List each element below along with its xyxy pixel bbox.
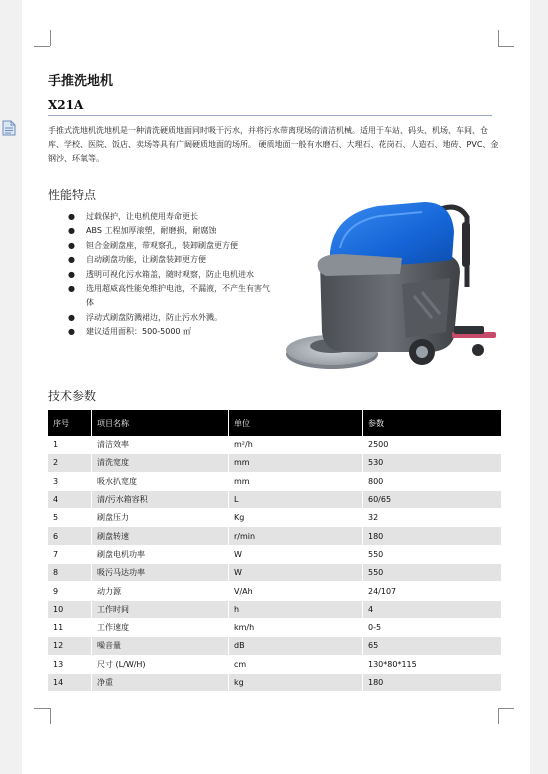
table-cell: 800 <box>363 472 502 490</box>
document-title: 手推洗地机 <box>48 74 114 89</box>
list-item: ● 自动刷盘功能，让刷盘装卸更方便 <box>66 253 276 267</box>
table-cell: V/Ah <box>229 582 363 600</box>
table-cell: 吸水扒宽度 <box>92 472 229 490</box>
column-header: 项目名称 <box>92 410 229 436</box>
bullet-icon: ● <box>68 327 75 337</box>
spec-table <box>48 410 502 692</box>
crop-mark <box>50 708 51 724</box>
table-cell: 3 <box>48 472 92 490</box>
table-header-row <box>48 410 502 436</box>
table-row <box>48 564 502 582</box>
table-row <box>48 472 502 490</box>
table-cell: 工作时间 <box>92 600 229 618</box>
table-cell: 14 <box>48 673 92 691</box>
table-cell: 65 <box>363 637 502 655</box>
model-number: X21A <box>48 98 84 112</box>
table-cell: 32 <box>363 509 502 527</box>
list-item: ● 选用超威高性能免维护电池，不漏液，不产生有害气体 <box>68 284 270 308</box>
table-cell: 180 <box>363 527 502 545</box>
column-header: 单位 <box>229 410 363 436</box>
table-row <box>48 545 502 563</box>
crop-mark <box>498 708 499 724</box>
table-row <box>48 600 502 618</box>
table-cell: 130*80*115 <box>363 655 502 673</box>
table-cell: 工作速度 <box>92 618 229 636</box>
table-cell: 12 <box>48 637 92 655</box>
column-header: 序号 <box>48 410 92 436</box>
document-icon[interactable] <box>2 120 16 136</box>
table-cell: 刷盘压力 <box>92 509 229 527</box>
table-cell: h <box>229 600 363 618</box>
table-row <box>48 527 502 545</box>
table-cell: 5 <box>48 509 92 527</box>
table-cell: 4 <box>363 600 502 618</box>
table-cell: kg <box>229 673 363 691</box>
table-cell: 刷盘电机功率 <box>92 545 229 563</box>
table-cell: 60/65 <box>363 490 502 508</box>
crop-mark <box>50 30 51 46</box>
table-cell: cm <box>229 655 363 673</box>
table-cell: L <box>229 490 363 508</box>
table-cell: 6 <box>48 527 92 545</box>
table-cell: 吸污马达功率 <box>92 564 229 582</box>
table-cell: 尺寸 (L/W/H) <box>92 655 229 673</box>
column-header: 参数 <box>363 410 502 436</box>
table-cell: 清洁效率 <box>92 436 229 454</box>
bullet-icon: ● <box>68 284 75 294</box>
bullet-icon: ● <box>68 255 75 265</box>
table-cell: 刷盘转速 <box>92 527 229 545</box>
list-item: ● 建议适用面积：500-5000 ㎡ <box>66 325 276 339</box>
table-cell: 8 <box>48 564 92 582</box>
table-cell: 动力源 <box>92 582 229 600</box>
list-item: ● 透明可视化污水箱盖，随时观察，防止电机进水 <box>66 268 276 282</box>
table-cell: 180 <box>363 673 502 691</box>
crop-mark <box>34 46 50 47</box>
table-row <box>48 673 502 691</box>
table-row <box>48 490 502 508</box>
features-list <box>66 210 276 340</box>
table-cell: 2 <box>48 454 92 472</box>
floor-scrubber-image <box>282 192 502 372</box>
list-item: ● 钽合金刷盘座，带观察孔，装卸刷盘更方便 <box>66 239 276 253</box>
table-cell: 7 <box>48 545 92 563</box>
table-cell: Kg <box>229 509 363 527</box>
table-cell: 530 <box>363 454 502 472</box>
crop-mark <box>498 46 514 47</box>
table-row <box>48 637 502 655</box>
table-cell: 2500 <box>363 436 502 454</box>
table-row <box>48 436 502 454</box>
table-cell: r/min <box>229 527 363 545</box>
spec-table-body <box>48 436 502 692</box>
table-cell: 13 <box>48 655 92 673</box>
bullet-icon: ● <box>68 226 75 236</box>
table-cell: 9 <box>48 582 92 600</box>
table-row <box>48 582 502 600</box>
table-cell: 550 <box>363 545 502 563</box>
bullet-icon: ● <box>68 312 75 322</box>
table-row <box>48 618 502 636</box>
table-row <box>48 454 502 472</box>
table-cell: 11 <box>48 618 92 636</box>
table-cell: km/h <box>229 618 363 636</box>
crop-mark <box>498 708 514 709</box>
table-cell: 0-5 <box>363 618 502 636</box>
table-cell: 噪音量 <box>92 637 229 655</box>
table-cell: 4 <box>48 490 92 508</box>
table-cell: 清/污水箱容积 <box>92 490 229 508</box>
table-cell: mm <box>229 454 363 472</box>
crop-mark <box>34 708 50 709</box>
list-item: ● 过载保护，让电机使用寿命更长 <box>66 210 276 224</box>
bullet-icon: ● <box>68 240 75 250</box>
table-cell: W <box>229 564 363 582</box>
table-row <box>48 655 502 673</box>
bullet-icon: ● <box>68 212 75 221</box>
table-cell: 10 <box>48 600 92 618</box>
table-row <box>48 509 502 527</box>
table-cell: 550 <box>363 564 502 582</box>
bullet-icon: ● <box>68 269 75 279</box>
intro-paragraph: 手推式洗地机洗地机是一种清洗硬质地面同时吸干污水，并将污水带离现场的清洁机械。适用于车站、码头、机场、车间、仓库、学校、医院、饭店、卖场等具有广阔硬质地面的场所。 硬质地面一般有水磨石、大理石、花岗石、人造石、地砖、PVC、金钢沙、环氧等。 <box>48 126 499 163</box>
specs-heading: 技术参数 <box>48 389 97 403</box>
table-cell: m²/h <box>229 436 363 454</box>
table-cell: 1 <box>48 436 92 454</box>
table-cell: W <box>229 545 363 563</box>
crop-mark <box>498 30 499 46</box>
features-heading: 性能特点 <box>48 188 97 202</box>
table-cell: 24/107 <box>363 582 502 600</box>
table-cell: 清洗宽度 <box>92 454 229 472</box>
table-cell: mm <box>229 472 363 490</box>
table-cell: 净重 <box>92 673 229 691</box>
heading-underline <box>48 115 492 116</box>
table-cell: dB <box>229 637 363 655</box>
list-item: ● ABS 工程加厚滚塑，耐磨损，耐腐蚀 <box>66 224 276 238</box>
list-item: ● 浮动式刷盘防溅裙边，防止污水外溅。 <box>66 311 276 325</box>
